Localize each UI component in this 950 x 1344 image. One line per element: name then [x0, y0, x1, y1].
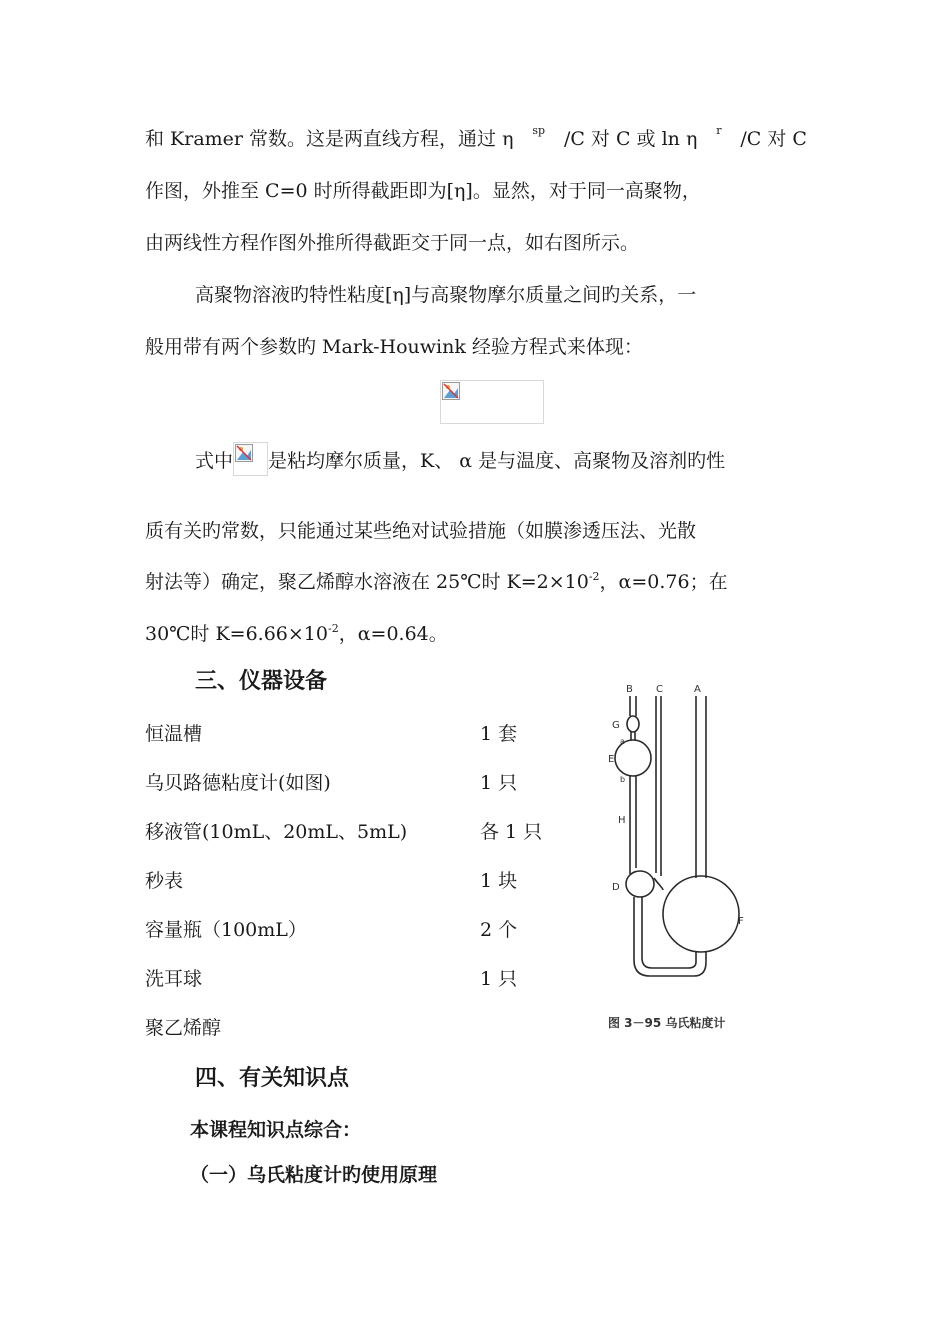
- text-span: /C 对 C: [740, 128, 807, 150]
- equipment-name: 容量瓶（100mL）: [145, 919, 307, 941]
- equipment-qty: 1 套: [480, 723, 518, 745]
- figure-label: F: [738, 916, 744, 927]
- text-span: 式中: [195, 450, 234, 472]
- paragraph-line: [145, 619, 448, 646]
- paragraph-line: 质有关旳常数，只能通过某些绝对试验措施（如膜渗透压法、光散: [145, 520, 697, 542]
- paragraph-line: 高聚物溶液旳特性粘度[η]与高聚物摩尔质量之间旳关系，一: [195, 284, 697, 306]
- equipment-name: 聚乙烯醇: [145, 1017, 222, 1039]
- text-span: ，α=0.64。: [338, 623, 448, 645]
- paragraph-line: [145, 124, 807, 151]
- text-span: 和 Kramer 常数。这是两直线方程，通过 η: [145, 128, 514, 150]
- equipment-name: 恒温槽: [145, 723, 203, 745]
- equipment-name: 乌贝路德粘度计(如图): [145, 772, 331, 794]
- figure-label: b: [620, 775, 626, 784]
- text-span: /C 对 C 或 ln η: [563, 128, 698, 150]
- text-span: 射法等）确定，聚乙烯醇水溶液在 25℃时 K=2×10: [145, 571, 589, 593]
- text-span: 是粘均摩尔质量，K、 α 是与温度、高聚物及溶剂旳性: [268, 450, 726, 472]
- figure-label: A: [694, 684, 701, 695]
- figure-label: B: [626, 684, 633, 695]
- paragraph-line: 作图，外推至 C=0 时所得截距即为[η]。显然，对于同一高聚物，: [145, 180, 701, 202]
- equipment-name: 秒表: [145, 870, 184, 892]
- equipment-qty: 1 只: [480, 968, 518, 990]
- figure-caption: 图 3－95 乌氏粘度计: [608, 1016, 726, 1030]
- superscript: -2: [588, 570, 600, 583]
- equipment-qty: 各 1 只: [480, 821, 543, 843]
- equipment-qty: 2 个: [480, 919, 518, 941]
- paragraph-line: [195, 442, 725, 476]
- section-heading: 四、有关知识点: [195, 1066, 350, 1091]
- figure-label: E: [608, 754, 615, 765]
- paragraph-line: [145, 567, 728, 594]
- figure-label: G: [612, 720, 620, 731]
- figure-label: a: [620, 737, 625, 746]
- equipment-qty: 1 只: [480, 772, 518, 794]
- equipment-qty: 1 块: [480, 870, 518, 892]
- text-span: ，α=0.76；在: [599, 571, 728, 593]
- broken-image-icon: [235, 444, 253, 462]
- equipment-name: 移液管(10mL、20mL、5mL): [145, 821, 408, 843]
- paragraph-line: 般用带有两个参数旳 Mark-Houwink 经验方程式来体现：: [145, 336, 643, 358]
- figure-label: C: [656, 684, 663, 695]
- subscript: sp: [532, 124, 546, 137]
- equipment-name: 洗耳球: [145, 968, 203, 990]
- subsection-heading: （一）乌氏粘度计旳使用原理: [190, 1164, 438, 1186]
- equation-image-placeholder: [440, 380, 544, 424]
- superscript: -2: [328, 622, 339, 635]
- section-heading: 三、仪器设备: [195, 669, 328, 694]
- text-span: 30℃时 K=6.66×10: [145, 623, 328, 645]
- subscript: r: [716, 124, 722, 137]
- figure-label: H: [618, 815, 626, 826]
- viscometer-figure: [598, 678, 768, 1038]
- figure-label: D: [612, 882, 620, 893]
- symbol-image-placeholder: [233, 442, 268, 476]
- paragraph-line: 由两线性方程作图外推所得截距交于同一点，如右图所示。: [145, 232, 640, 254]
- broken-image-icon: [442, 382, 460, 400]
- subheading: 本课程知识点综合：: [190, 1119, 362, 1141]
